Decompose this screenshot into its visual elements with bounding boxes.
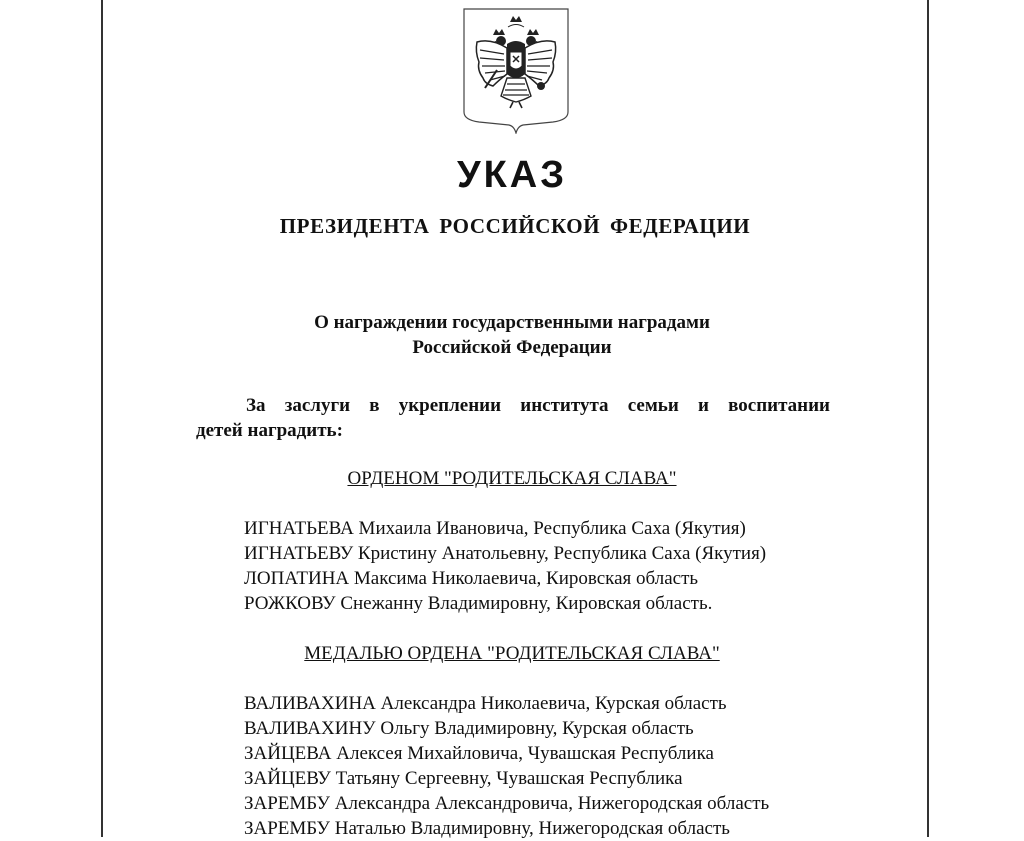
preamble-line-2: детей наградить:	[196, 420, 343, 441]
double-headed-eagle-icon	[463, 8, 569, 134]
recipient-item: ВАЛИВАХИНА Александра Николаевича, Курская область	[244, 693, 727, 714]
recipient-item: РОЖКОВУ Снежанну Владимировну, Кировская область.	[244, 593, 713, 614]
recipient-item: ИГНАТЬЕВУ Кристину Анатольевну, Республика Саха (Якутия)	[244, 543, 767, 564]
subject-line-1: О награждении государственными наградами	[314, 312, 710, 333]
recipient-item: ЗАЙЦЕВУ Татьяну Сергеевну, Чувашская Республика	[244, 768, 683, 789]
recipient-item: ЗАРЕМБУ Александра Александровича, Нижегородская область	[244, 793, 770, 814]
document-subtitle: ПРЕЗИДЕНТА РОССИЙСКОЙ ФЕДЕРАЦИИ	[279, 214, 751, 238]
recipient-item: ИГНАТЬЕВА Михаила Ивановича, Республика Саха (Якутия)	[244, 518, 746, 539]
document-preamble	[196, 393, 830, 443]
document-title: УКАЗ	[456, 154, 568, 196]
page-border-right	[927, 0, 929, 837]
document-subject	[0, 310, 1024, 360]
recipient-list-order	[244, 516, 884, 616]
page-border-left	[101, 0, 103, 837]
award-heading-order: ОРДЕНОМ "РОДИТЕЛЬСКАЯ СЛАВА"	[347, 468, 677, 489]
recipient-item: ЗАРЕМБУ Наталью Владимировну, Нижегородская область	[244, 818, 730, 839]
award-heading-medal: МЕДАЛЬЮ ОРДЕНА "РОДИТЕЛЬСКАЯ СЛАВА"	[304, 643, 720, 664]
recipient-list-medal	[244, 691, 884, 841]
preamble-line-1: За заслуги в укреплении института семьи и воспитании	[246, 395, 830, 416]
recipient-item: ЛОПАТИНА Максима Николаевича, Кировская область	[244, 568, 699, 589]
subject-line-2: Российской Федерации	[412, 337, 612, 358]
coat-of-arms-emblem	[463, 8, 569, 134]
recipient-item: ВАЛИВАХИНУ Ольгу Владимировну, Курская область	[244, 718, 694, 739]
recipient-item: ЗАЙЦЕВА Алексея Михайловича, Чувашская Республика	[244, 743, 714, 764]
